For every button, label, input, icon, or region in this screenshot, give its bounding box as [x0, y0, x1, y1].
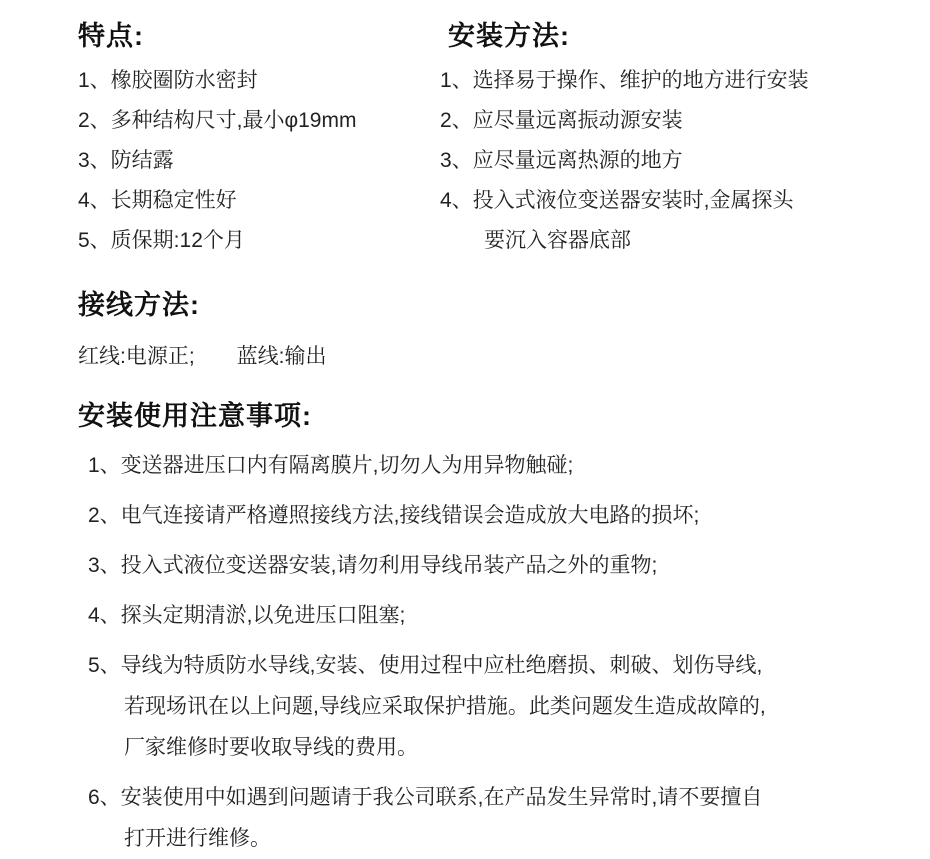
installation-title: 安装方法:	[448, 21, 570, 51]
wiring-blue-line: 蓝线:输出	[236, 345, 327, 368]
notes-item-3-line-1: 3、投入式液位变送器安装,请勿利用导线吊装产品之外的重物;	[88, 554, 658, 577]
installation-item-2: 2、应尽量远离振动源安装	[440, 109, 683, 132]
notes-item-2-line-1: 2、电气连接请严格遵照接线方法,接线错误会造成放大电路的损坏;	[88, 504, 700, 527]
wiring-section	[78, 283, 900, 370]
notes-item-3	[88, 545, 900, 586]
features-item-3: 3、防结露	[78, 149, 174, 172]
notes-item-2	[88, 495, 900, 536]
installation-item-3: 3、应尽量远离热源的地方	[440, 149, 683, 172]
installation-item-1: 1、选择易于操作、维护的地方进行安装	[440, 69, 809, 92]
features-title: 特点:	[78, 21, 144, 51]
notes-item-1-line-1: 1、变送器进压口内有隔离膜片,切勿人为用异物触碰;	[88, 454, 574, 477]
features-item-4: 4、长期稳定性好	[78, 189, 237, 212]
notes-item-6	[88, 777, 900, 859]
notes-item-4	[88, 595, 900, 636]
notes-list	[78, 445, 900, 859]
notes-item-5-line-2: 若现场讯在以上问题,导线应采取保护措施。此类问题发生造成故障的,	[124, 695, 766, 718]
installation-section	[440, 14, 900, 261]
wiring-line	[78, 340, 900, 370]
wiring-red-line: 红线:电源正;	[78, 345, 195, 368]
features-item-5: 5、质保期:12个月	[78, 229, 245, 252]
notes-item-5-line-3: 厂家维修时要收取导线的费用。	[124, 736, 418, 759]
features-item-1: 1、橡胶圈防水密封	[78, 69, 258, 92]
features-item-2: 2、多种结构尺寸,最小φ19mm	[78, 109, 357, 132]
notes-item-1	[88, 445, 900, 486]
installation-item-4: 4、投入式液位变送器安装时,金属探头	[440, 189, 794, 212]
notes-item-5	[88, 645, 900, 768]
installation-item-4-continuation: 要沉入容器底部	[484, 229, 631, 252]
features-section	[78, 14, 440, 261]
notes-section	[78, 394, 900, 859]
top-two-column-area	[78, 14, 900, 261]
wiring-title: 接线方法:	[78, 290, 200, 320]
notes-item-6-line-2: 打开进行维修。	[124, 827, 271, 850]
notes-title: 安装使用注意事项:	[78, 401, 312, 431]
notes-item-6-line-1: 6、安装使用中如遇到问题请于我公司联系,在产品发生异常时,请不要擅自	[88, 786, 763, 809]
notes-item-5-line-1: 5、导线为特质防水导线,安装、使用过程中应杜绝磨损、刺破、划伤导线,	[88, 654, 763, 677]
notes-item-4-line-1: 4、探头定期清淤,以免进压口阻塞;	[88, 604, 406, 627]
